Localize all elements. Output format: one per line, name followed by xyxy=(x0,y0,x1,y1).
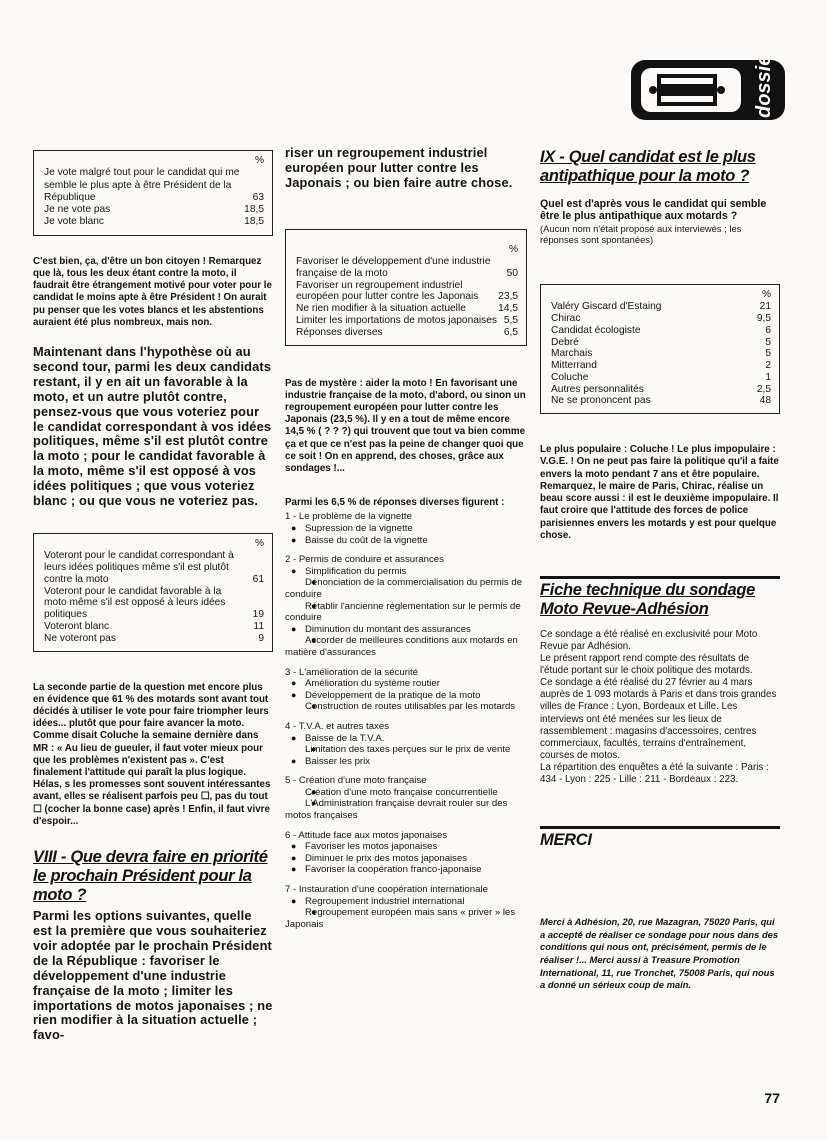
commentary-3: Pas de mystère : aider la moto ! En favorisant une industrie française de la moto, d'abord, ou sinon un regroupement européen pour lutter contre les Japonais (23,5 %). Il y en a tout de même encore 14,5 % ( ? ? ?) qui trouvent que tout va bien comme ça et que ce n'est pas la peine de changer quoi que ce soit ! On en apprend, des choses, grâce aux sondages !... xyxy=(285,377,526,475)
table-row: Je vote blanc 18,5 xyxy=(44,216,264,228)
question-priority-cont: riser un regroupement industriel européen pour lutter contre les Japonais ; ou bien faire autre chose. xyxy=(285,145,513,190)
table-row: Je ne vote pas 18,5 xyxy=(44,204,264,216)
question-priority: Parmi les options suivantes, quelle est la première que vous souhaiteriez voir adoptée par le prochain Président de la République : favoriser le développement d'une industrie française de la moto ; limiter les importations de motos japonaises ; ne rien modifier à la situation actuelle ; favo- xyxy=(33,908,273,1043)
dossier-logo xyxy=(631,46,785,120)
section-ix-title: IX - Quel candidat est le plus antipathique pour la moto ? xyxy=(540,148,756,185)
group-title: 4 - T.V.A. et autres taxes xyxy=(285,720,389,732)
list-item: ● Amélioration du système routier xyxy=(285,678,527,690)
list-item: ● Dénonciation de la commercialisation du permis de conduire xyxy=(285,577,527,600)
column-1 xyxy=(33,150,273,1043)
table-row: Je vote malgré tout pour le candidat qui me semble le plus apte à être Président de la République 63 xyxy=(44,167,264,203)
section-viii-title: VIII - Que devra faire en priorité le prochain Président pour la moto ? xyxy=(33,848,268,905)
divider xyxy=(540,576,780,579)
fiche-paragraph: La répartition des enquêtes a été la suivante : Paris : 434 - Lyon : 225 - Lille : 211 - Bordeaux : 223. xyxy=(540,761,769,786)
response-group xyxy=(285,511,527,546)
table-row: Favoriser le développement d'une industrie française de la moto 50 xyxy=(296,256,518,279)
table-row: Réponses diverses 6,5 xyxy=(296,326,518,338)
list-item: ● Regroupement européen mais sans « priver » les Japonais xyxy=(285,907,527,930)
response-group xyxy=(285,830,527,876)
group-title: 6 - Attitude face aux motos japonaises xyxy=(285,829,448,841)
list-item: ● Accorder de meilleures conditions aux motards en matière d'assurances xyxy=(285,635,527,658)
list-item: ● Rétablir l'ancienne réglementation sur le permis de conduire xyxy=(285,601,527,624)
page-number: 77 xyxy=(764,1090,780,1106)
fiche-paragraph: Ce sondage a été réalisé en exclusivité pour Moto Revue par Adhésion. xyxy=(540,628,758,652)
divider xyxy=(540,826,780,829)
commentary-2: La seconde partie de la question met encore plus en évidence que 61 % des motards sont avant tout décidés à utiliser le vote pour faire triompher leurs idées... plutôt que pour faire avancer la moto. Comme disait Coluche la semaine dernière dans MR : « Au lieu de gueuler, il faut voter mieux pour que les problèmes n'existent pas ». C'est finalement l'attitude qui paraît la plus logique. Hélas, s les promesses sont souvent intéressantes avant, elles se réalisent parfois peu ☐, pas du tout ☐ (cocher la bonne case) après ! Enfin, il faut vivre d'espoir... xyxy=(33,681,271,827)
vote-table-1 xyxy=(33,150,273,236)
responses-list xyxy=(285,511,527,930)
fiche-technique-title: Fiche technique du sondage Moto Revue-Adhésion xyxy=(540,580,755,618)
list-item: ● Supression de la vignette xyxy=(285,523,527,535)
table-row: Ne voteront pas 9 xyxy=(44,632,264,644)
table-row: Valéry Giscard d'Estaing 21 xyxy=(551,301,771,313)
percent-header: % xyxy=(254,155,264,166)
list-item: ● Développement de la pratique de la moto xyxy=(285,690,527,702)
question-note: (Aucun nom n'était proposé aux interviewés ; les réponses sont spontanées) xyxy=(540,222,742,246)
table-row: Candidat écologiste 6 xyxy=(551,324,771,336)
table-row: Chirac 9,5 xyxy=(551,312,771,324)
list-item: ● Regroupement industriel international xyxy=(285,896,527,908)
fiche-paragraph: Ce sondage a été réalisé du 27 février au 4 mars auprès de 1 093 motards à Paris et dans trois grandes villes de France : Lyon, Bordeaux et Lille. Les interviews ont été menées sur les lieux de rassemblement : magasins d'accessoires, centres commerciaux, facultés, terrains d'entraînement, courses de motos. xyxy=(540,677,777,761)
group-title: 5 - Création d'une moto française xyxy=(285,775,427,787)
table-row: Favoriser un regroupement industriel européen pour lutter contre les Japonais 23,5 xyxy=(296,279,518,303)
group-title: 3 - L'amélioration de la sécurité xyxy=(285,666,419,678)
group-title: 1 - Le problème de la vignette xyxy=(285,511,412,523)
merci-text: Merci à Adhésion, 20, rue Mazagran, 75020 Paris, qui a accepté de réaliser ce sondage pour nous dans des conditions qui nous ont, précisément, permis de le réaliser !... Merci aussi à Treasure Promotion International, 11, rue Tronchet, 75008 Paris, qui nous a donné un sérieux coup de main. xyxy=(540,916,779,991)
list-item: ● L'Administration française devrait rouler sur des motos françaises xyxy=(285,798,527,821)
list-item: ● Diminution du montant des assurances xyxy=(285,624,527,636)
table-row: Voteront pour le candidat correspondant à leurs idées politiques même s'il est plutôt contre la moto 61 xyxy=(44,550,264,585)
percent-header: % xyxy=(254,537,264,549)
candidate-table xyxy=(540,284,780,414)
list-item: ● Favoriser la coopération franco-japonaise xyxy=(285,864,527,876)
table-row: Ne se prononcent pas 48 xyxy=(551,395,771,407)
table-row: Coluche 1 xyxy=(551,371,771,383)
response-group xyxy=(285,721,527,767)
question-second-round: Maintenant dans l'hypothèse où au second tour, parmi les deux candidats restant, il y en ait un favorable à la moto, et un autre plutôt contre, pensez-vous que vous voteriez pour le candidat correspondant à vos idées politiques, même s'il est plutôt contre la moto ; pour le candidat favorable à la moto, même s'il est opposé à vos idées politiques ; que vous voteriez blanc ; ou que vous ne voteriez pas. xyxy=(33,344,272,509)
merci-title: MERCI xyxy=(540,831,592,850)
percent-header: % xyxy=(761,288,771,300)
vote-table-2 xyxy=(33,533,273,652)
table-row: Limiter les importations de motos japonaises 5,5 xyxy=(296,315,518,326)
table-row: Voteront pour le candidat favorable à la moto même s'il est opposé à leurs idées politiques 19 xyxy=(44,585,264,621)
list-item: ● Création d'une moto française concurrentielle xyxy=(285,787,527,799)
response-group xyxy=(285,554,527,658)
table-row: Voteront blanc 11 xyxy=(44,621,264,633)
table-row: Autres personnalités 2,5 xyxy=(551,383,771,395)
list-item: ● Baisse de la T.V.A. xyxy=(285,733,527,745)
table-row: Debré 5 xyxy=(551,336,771,348)
list-item: ● Baisser les prix xyxy=(285,756,527,768)
fiche-paragraph: Le présent rapport rend compte des résultats de l'étude portant sur le choix politique des motards. xyxy=(540,653,753,677)
dossier-label: dossier xyxy=(753,46,775,118)
commentary-1: C'est bien, ça, d'être un bon citoyen ! Remarquez que là, tous les deux étant contre la moto, il faudrait être étrangement motivé pour voter pour le candidat le moins apte à être Président ! On aurait pu penser que les votes blancs et les abstentions auraient été plus nombreux, mais non. xyxy=(33,255,272,328)
response-group xyxy=(285,775,527,821)
list-item: ● Diminuer le prix des motos japonaises xyxy=(285,853,527,865)
table-row: Marchais 5 xyxy=(551,348,771,360)
priority-table xyxy=(285,229,527,346)
list-item: ● Limitation des taxes perçues sur le prix de vente xyxy=(285,744,527,756)
commentary-4: Le plus populaire : Coluche ! Le plus impopulaire : V.G.E. ! On ne peut pas faire la politique qu'il a faite envers la moto pendant 7 ans et être populaire. Remarquez, le maire de Paris, Chirac, réalise un beau score aussi : il est le deuxième impopulaire. Il faut croire que l'attitude des forces de police parisiennes envers les motards y est pour quelque chose. xyxy=(540,444,779,541)
list-item: ● Construction de routes utilisables par les motards xyxy=(285,701,527,713)
column-2 xyxy=(285,146,527,930)
table-row: Mitterrand 2 xyxy=(551,360,771,372)
group-title: 7 - Instauration d'une coopération internationale xyxy=(285,884,488,896)
list-item: ● Baisse du coût de la vignette xyxy=(285,535,527,547)
percent-header: % xyxy=(508,243,518,255)
column-3 xyxy=(540,148,780,992)
response-group xyxy=(285,667,527,713)
question-antipathetic: Quel est d'après vous le candidat qui semble être le plus antipathique aux motards ? xyxy=(540,198,767,223)
list-intro: Parmi les 6,5 % de réponses diverses figurent : xyxy=(285,497,505,509)
response-group xyxy=(285,884,527,930)
list-item: ● Simplification du permis xyxy=(285,566,527,578)
group-title: 2 - Permis de conduire et assurances xyxy=(285,554,444,566)
table-row: Ne rien modifier à la situation actuelle 14,5 xyxy=(296,303,518,315)
list-item: ● Favoriser les motos japonaises xyxy=(285,841,527,853)
fiche-technique-body xyxy=(540,629,780,786)
